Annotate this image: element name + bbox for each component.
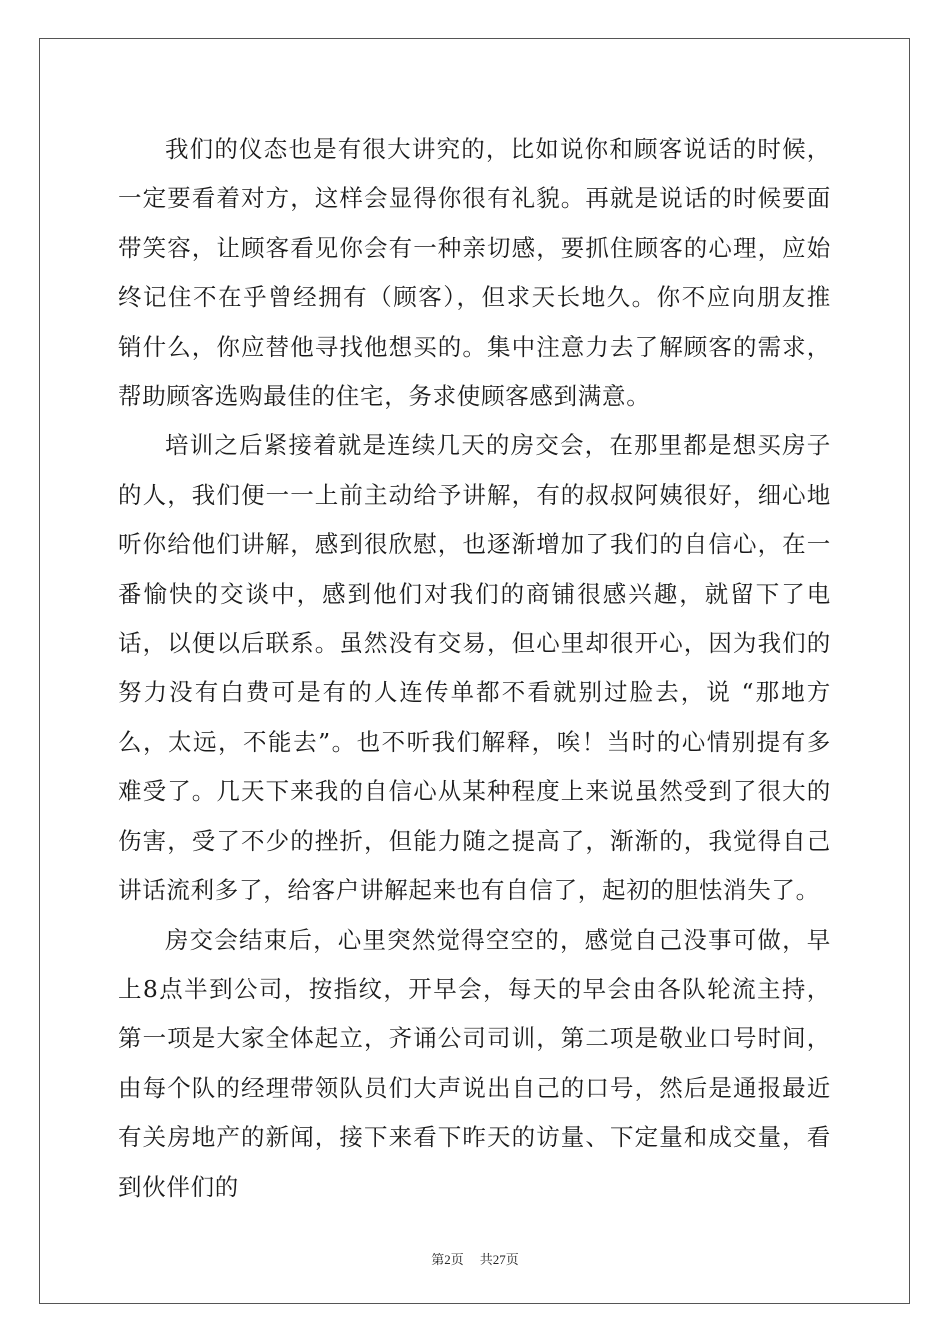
page-footer: [0, 1249, 950, 1268]
paragraph: 我们的仪态也是有很大讲究的，比如说你和顾客说话的时候，一定要看着对方，这样会显得你很有礼貌。再就是说话的时候要面带笑容，让顾客看见你会有一种亲切感，要抓住顾客的心理，应始终记住不在乎曾经拥有（顾客），但求天长地久。你不应向朋友推销什么，你应替他寻找他想买的。集中注意力去了解顾客的需求，帮助顾客选购最佳的住宅，务求使顾客感到满意。: [118, 135, 831, 411]
page-total: 共27页: [479, 1252, 519, 1267]
paragraph: 培训之后紧接着就是连续几天的房交会，在那里都是想买房子的人，我们便一一上前主动给予讲解，有的叔叔阿姨很好，细心地听你给他们讲解，感到很欣慰，也逐渐增加了我们的自信心，在一番愉快的交谈中，感到他们对我们的商铺很感兴趣，就留下了电话，以便以后联系。虽然没有交易，但心里却很开心，因为我们的努力没有白费可是有的人连传单都不看就别过脸去，说 “那地方么，太远，不能去”。也不听我们解释，唉！当时的心情别提有多难受了。几天下来我的自信心从某种程度上来说虽然受到了很大的伤害，受了不少的挫折，但能力随之提高了，渐渐的，我觉得自己讲话流利多了，给客户讲解起来也有自信了，起初的胆怯消失了。: [118, 431, 831, 905]
document-body: [118, 125, 831, 1212]
page-number: 第2页: [431, 1252, 464, 1267]
paragraph: 房交会结束后，心里突然觉得空空的，感觉自己没事可做，早上8点半到公司，按指纹，开早会，每天的早会由各队轮流主持，第一项是大家全体起立，齐诵公司司训，第二项是敬业口号时间，由每个队的经理带领队员们大声说出自己的口号，然后是通报最近有关房地产的新闻，接下来看下昨天的访量、下定量和成交量，看到伙伴们的: [118, 925, 831, 1201]
